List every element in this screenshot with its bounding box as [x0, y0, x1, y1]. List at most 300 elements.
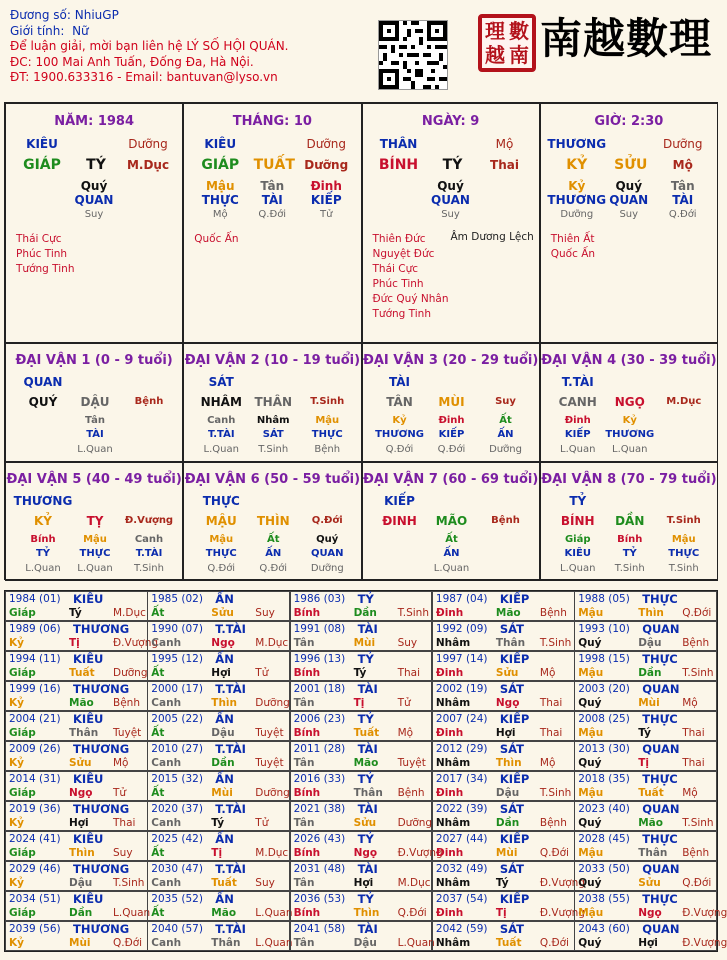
- year-label: 2003 (20): [578, 683, 630, 695]
- year-chi: Mùi: [495, 847, 518, 859]
- year-stage: L.Quan: [255, 907, 293, 919]
- dai-van-can: CANH: [558, 395, 597, 409]
- star-name: Tướng Tinh: [16, 263, 75, 275]
- year-can: Kỷ: [9, 817, 24, 829]
- year-chi: Tị: [211, 847, 223, 859]
- hidden-stage: Q.Đới: [207, 563, 236, 574]
- hidden-god: TỶ: [622, 548, 637, 559]
- hidden-stage: T.Sinh: [134, 563, 164, 574]
- star-name: Thiên Đức: [372, 233, 426, 245]
- hidden-can: Ất: [445, 534, 458, 545]
- year-cell: [290, 741, 433, 771]
- year-can: Mậu: [578, 787, 604, 799]
- year-can: Bính: [293, 727, 321, 739]
- year-can: Canh: [151, 697, 182, 709]
- hidden-god: THỰC: [311, 429, 343, 440]
- year-label: 2039 (56): [9, 923, 61, 935]
- year-can: Giáp: [9, 607, 36, 619]
- year-can: Tân: [293, 757, 315, 769]
- year-label: 2033 (50): [578, 863, 630, 875]
- year-label: 1985 (02): [151, 593, 203, 605]
- year-label: 2035 (52): [151, 893, 203, 905]
- year-cell: [290, 681, 433, 711]
- year-chi: Ngọ: [211, 637, 235, 649]
- year-cell: [147, 711, 290, 741]
- year-god: SÁT: [499, 742, 525, 756]
- year-label: 1988 (05): [578, 593, 630, 605]
- year-chi: Thìn: [211, 697, 238, 709]
- year-can: Tân: [293, 697, 315, 709]
- hidden-can: Mậu: [671, 534, 696, 545]
- year-can: Nhâm: [435, 697, 471, 709]
- hidden-can: Giáp: [564, 534, 591, 545]
- pillar-star: Dưỡng: [663, 137, 703, 151]
- dai-van-4: [540, 343, 718, 462]
- year-stage: Đ.Vượng: [682, 907, 727, 919]
- dai-van-note: T.Sinh: [310, 396, 345, 407]
- year-stage: Q.Đới: [397, 907, 427, 919]
- year-god: THỰC: [642, 892, 678, 906]
- year-label: 1989 (06): [9, 623, 61, 635]
- pillar-4: [540, 103, 718, 343]
- year-label: 1993 (10): [578, 623, 630, 635]
- year-can: Mậu: [578, 727, 604, 739]
- year-stage: T.Sinh: [682, 817, 714, 829]
- year-chi: Tý: [69, 607, 82, 619]
- year-stage: Suy: [255, 607, 275, 619]
- pillar-3: [362, 103, 540, 343]
- year-label: 2021 (38): [293, 803, 346, 815]
- year-can: Tân: [293, 817, 315, 829]
- gt-value: Nữ: [72, 23, 89, 38]
- year-can: Nhâm: [435, 757, 471, 769]
- year-cell: [574, 921, 727, 951]
- year-cell: [5, 861, 148, 891]
- year-cell: [290, 801, 433, 831]
- year-cell: [574, 591, 717, 621]
- year-label: 2027 (44): [435, 833, 488, 845]
- year-can: Ất: [151, 667, 165, 679]
- year-chi: Dậu: [353, 937, 377, 949]
- year-cell: [5, 771, 148, 801]
- hidden-god: QUAN: [431, 193, 470, 207]
- year-chi: Thân: [353, 787, 383, 799]
- pillar-can: BÍNH: [378, 157, 419, 173]
- year-god: T.TÀI: [215, 682, 246, 696]
- year-god: KIÊU: [73, 772, 104, 786]
- pillar-can: GIÁP: [23, 157, 61, 173]
- year-stage: Tử: [113, 787, 127, 799]
- year-label: 2034 (51): [9, 893, 61, 905]
- year-can: Ất: [151, 787, 165, 799]
- year-chi: Tị: [495, 907, 507, 919]
- year-chi: Tý: [211, 817, 225, 829]
- year-chi: Tuất: [69, 667, 95, 679]
- pillar-can: GIÁP: [201, 157, 240, 173]
- year-stage: Thai: [539, 697, 563, 709]
- dai-van-top-god: SÁT: [208, 375, 234, 389]
- year-can: Tân: [293, 937, 315, 949]
- year-god: QUAN: [642, 802, 680, 816]
- hidden-stage: L.Quan: [203, 444, 239, 455]
- year-can: Kỷ: [9, 697, 24, 709]
- dai-van-title: ĐẠI VẬN 8 (70 - 79 tuổi): [541, 472, 717, 487]
- year-stage: Dưỡng: [397, 817, 433, 829]
- year-can: Mậu: [578, 907, 604, 919]
- year-label: 1987 (04): [435, 593, 488, 605]
- year-stage: Mộ: [682, 697, 698, 709]
- year-stage: Tử: [255, 817, 269, 829]
- dai-van-note: M.Dục: [666, 396, 702, 407]
- year-god: QUAN: [642, 862, 680, 876]
- hidden-god: ẤN: [265, 548, 282, 559]
- year-chi: Tuất: [353, 727, 380, 739]
- hidden-can: Đinh: [310, 179, 342, 193]
- year-label: 2015 (32): [151, 773, 203, 785]
- year-label: 1991 (08): [293, 623, 346, 635]
- year-god: ẤN: [215, 592, 234, 606]
- year-god: THỰC: [642, 772, 678, 786]
- year-can: Canh: [151, 817, 182, 829]
- chart-grid: [4, 102, 718, 580]
- hidden-can: Đinh: [564, 415, 591, 426]
- hidden-god: THỰC: [205, 548, 237, 559]
- pillar-chi-note: Dưỡng: [304, 158, 349, 172]
- year-chi: Tị: [638, 757, 649, 769]
- year-label: 1984 (01): [9, 593, 61, 605]
- year-can: Giáp: [9, 787, 36, 799]
- year-chi: Dần: [638, 667, 662, 679]
- year-can: Giáp: [9, 727, 36, 739]
- hidden-stage: Mộ: [212, 209, 228, 220]
- year-chi: Mùi: [353, 637, 376, 649]
- pillar-can: KỶ: [566, 157, 588, 173]
- year-chi: Thìn: [69, 847, 95, 859]
- year-god: THỰC: [642, 832, 678, 846]
- year-stage: Suy: [113, 847, 133, 859]
- hidden-stage: Dưỡng: [560, 209, 594, 220]
- hidden-can: Đinh: [438, 415, 465, 426]
- year-cell: [432, 711, 575, 741]
- dai-van-title: ĐẠI VẬN 4 (30 - 39 tuổi): [541, 353, 717, 368]
- year-chi: Sửu: [211, 607, 234, 619]
- year-stage: Đ.Vượng: [682, 937, 727, 949]
- year-stage: Bệnh: [539, 607, 567, 619]
- dai-van-top-god: KIẾP: [384, 494, 415, 508]
- year-cell: [574, 801, 717, 831]
- year-chi: Ngọ: [638, 907, 662, 919]
- year-can: Bính: [293, 667, 321, 679]
- year-stage: Q.Đới: [539, 937, 569, 949]
- contact-line: Để luận giải, mời bạn liên hệ LÝ SỐ HỘI QUÁN.: [10, 39, 289, 53]
- year-label: 1998 (15): [578, 653, 630, 665]
- year-chi: Thìn: [495, 757, 522, 769]
- year-god: TÀI: [357, 862, 378, 876]
- year-label: 2030 (47): [151, 863, 203, 875]
- hidden-god: TỶ: [35, 548, 51, 559]
- year-god: KIẾP: [499, 772, 530, 786]
- year-chi: Thân: [69, 727, 99, 739]
- hidden-god: THƯƠNG: [547, 193, 607, 207]
- year-chi: Ngọ: [69, 787, 93, 799]
- year-chi: Hợi: [495, 727, 516, 739]
- year-chi: Dậu: [638, 637, 662, 649]
- dai-van-7: [362, 462, 540, 581]
- dai-van-top-god: TÀI: [388, 375, 410, 389]
- year-can: Quý: [578, 637, 602, 649]
- year-god: TỶ: [357, 892, 374, 906]
- year-god: THƯƠNG: [73, 802, 130, 816]
- hidden-stage: T.Sinh: [668, 563, 699, 574]
- year-stage: L.Quan: [113, 907, 151, 919]
- year-stage: Mộ: [539, 757, 556, 769]
- star-name: Đức Quý Nhân: [372, 293, 449, 305]
- pillar-title: NĂM: 1984: [54, 114, 135, 129]
- year-god: KIẾP: [499, 652, 530, 666]
- year-god: THƯƠNG: [73, 682, 130, 696]
- dai-van-3: [362, 343, 540, 462]
- year-stage: Bệnh: [682, 637, 710, 649]
- dai-van-chi: DẬU: [80, 395, 110, 409]
- year-cell: [147, 831, 290, 861]
- year-chi: Hợi: [353, 877, 374, 889]
- star-name: Quốc Ấn: [550, 248, 596, 260]
- pillar-stars: [373, 232, 449, 322]
- year-god: TÀI: [357, 622, 378, 636]
- year-god: KIÊU: [73, 592, 104, 606]
- hidden-can: Nhâm: [256, 415, 290, 426]
- year-chi: Dần: [353, 607, 377, 619]
- year-stage: Tuyệt: [397, 757, 426, 769]
- year-cell: [574, 771, 717, 801]
- year-can: Canh: [151, 757, 182, 769]
- year-can: Ất: [151, 847, 165, 859]
- hidden-stage: Q.Đới: [259, 563, 288, 574]
- year-stage: Q.Đới: [539, 847, 569, 859]
- pillar-star: Mộ: [495, 137, 514, 151]
- year-can: Quý: [578, 757, 602, 769]
- hidden-god: THỰC: [668, 548, 700, 559]
- year-god: TỶ: [357, 772, 374, 786]
- year-chi: Thìn: [638, 607, 664, 619]
- year-stage: Tuyệt: [255, 757, 284, 769]
- year-chi: Dần: [495, 817, 520, 829]
- year-label: 2032 (49): [435, 863, 488, 875]
- year-stage: Bệnh: [113, 697, 140, 709]
- year-chi: Tuất: [638, 787, 664, 799]
- year-chi: Sửu: [638, 877, 661, 889]
- hidden-god: THƯƠNG: [375, 429, 424, 440]
- year-god: KIẾP: [499, 712, 530, 726]
- address-line: ĐC: 100 Mai Anh Tuấn, Đống Đa, Hà Nội.: [10, 54, 254, 69]
- year-stage: Mộ: [682, 787, 698, 799]
- seal-stamp: 理 數 越 南: [478, 14, 536, 72]
- pillar-chi: TUẤT: [253, 157, 295, 173]
- year-chi: Mão: [353, 757, 379, 769]
- hidden-can: Canh: [134, 534, 164, 545]
- year-label: 2017 (34): [435, 773, 488, 785]
- year-stage: Đ.Vượng: [539, 907, 585, 919]
- year-can: Kỷ: [9, 937, 24, 949]
- pillar-star: Dưỡng: [128, 137, 168, 151]
- year-can: Đinh: [435, 907, 464, 919]
- year-label: 2013 (30): [578, 743, 630, 755]
- year-cell: [432, 921, 575, 951]
- year-stage: M.Dục: [255, 637, 289, 649]
- year-chi: Dần: [211, 757, 235, 769]
- dai-van-title: ĐẠI VẬN 5 (40 - 49 tuổi): [6, 472, 182, 487]
- year-chi: Mão: [638, 817, 663, 829]
- star-name: Phúc Tinh: [372, 278, 424, 290]
- year-stage: Thai: [682, 757, 705, 769]
- hidden-god: QUAN: [311, 548, 344, 559]
- year-label: 2022 (39): [435, 803, 488, 815]
- year-cell: [574, 741, 717, 771]
- hidden-stage: Dưỡng: [310, 563, 344, 574]
- pillar-top-god: KIÊU: [26, 137, 58, 151]
- year-cell: [574, 891, 727, 921]
- year-god: THỰC: [642, 652, 678, 666]
- hidden-god: THỰC: [79, 548, 111, 559]
- year-cell: [432, 651, 575, 681]
- year-god: SÁT: [499, 862, 525, 876]
- year-label: 2010 (27): [151, 743, 203, 755]
- year-stage: T.Sinh: [113, 877, 145, 889]
- year-god: QUAN: [642, 922, 680, 936]
- year-label: 2006 (23): [293, 713, 346, 725]
- pillar-1: [5, 103, 183, 343]
- year-label: 2020 (37): [151, 803, 203, 815]
- year-cell: [5, 891, 151, 921]
- dai-van-chi: TỴ: [86, 514, 104, 528]
- year-can: Canh: [151, 877, 182, 889]
- year-cell: [5, 801, 148, 831]
- year-can: Quý: [578, 817, 602, 829]
- hidden-god: TÀI: [672, 193, 694, 207]
- star-name: Nguyệt Đức: [372, 248, 435, 260]
- year-label: 2019 (36): [9, 803, 61, 815]
- year-can: Bính: [293, 847, 321, 859]
- annual-table: [4, 590, 727, 952]
- year-god: ẤN: [215, 892, 234, 906]
- year-god: TỶ: [357, 592, 374, 606]
- year-god: T.TÀI: [215, 622, 246, 636]
- hidden-can: Quý: [316, 534, 339, 545]
- year-cell: [147, 771, 290, 801]
- hidden-stage: Dưỡng: [489, 444, 522, 455]
- pillar-title: GIỜ: 2:30: [594, 114, 664, 129]
- year-stage: Q.Đới: [682, 607, 712, 619]
- year-label: 2041 (58): [293, 923, 346, 935]
- pillar-chi-note: Thai: [490, 158, 519, 172]
- dai-van-can: BÍNH: [560, 514, 595, 528]
- hidden-stage: T.Sinh: [258, 444, 289, 455]
- pillar-stars: [551, 232, 595, 262]
- pillar-star: Dưỡng: [306, 137, 346, 151]
- year-god: QUAN: [642, 742, 680, 756]
- year-chi: Mùi: [211, 787, 233, 799]
- year-cell: [5, 681, 148, 711]
- hidden-stage: L.Quan: [560, 563, 596, 574]
- hidden-can: Mậu: [315, 415, 340, 426]
- year-god: ẤN: [215, 832, 234, 846]
- year-label: 2012 (29): [435, 743, 488, 755]
- year-cell: [574, 651, 717, 681]
- year-god: KIẾP: [499, 832, 530, 846]
- year-god: TỶ: [357, 832, 374, 846]
- year-can: Nhâm: [435, 937, 471, 949]
- year-chi: Ngọ: [353, 847, 378, 859]
- year-stage: Thai: [539, 727, 563, 739]
- year-chi: Thân: [638, 847, 668, 859]
- year-chi: Thân: [211, 937, 241, 949]
- year-cell: [290, 771, 433, 801]
- year-god: THƯƠNG: [73, 922, 130, 936]
- year-cell: [432, 591, 575, 621]
- year-label: 1995 (12): [151, 653, 203, 665]
- pillar-stars: [194, 232, 238, 247]
- brand-logo: 南越數理: [540, 14, 713, 63]
- hidden-stage: L.Quan: [560, 444, 596, 455]
- year-god: TÀI: [357, 742, 378, 756]
- hidden-god: KIẾP: [564, 429, 591, 440]
- year-can: Kỷ: [9, 757, 24, 769]
- year-label: 2026 (43): [293, 833, 346, 845]
- year-cell: [574, 711, 717, 741]
- hidden-can: Kỷ: [568, 179, 586, 193]
- year-god: SÁT: [499, 802, 525, 816]
- dai-van-title: ĐẠI VẬN 2 (10 - 19 tuổi): [184, 353, 361, 368]
- dai-van-note: Q.Đới: [311, 515, 343, 526]
- year-stage: Tuyệt: [255, 727, 284, 739]
- year-cell: [290, 891, 433, 921]
- year-stage: Suy: [255, 877, 275, 889]
- year-label: 1990 (07): [151, 623, 203, 635]
- star-name: Quốc Ấn: [194, 233, 239, 245]
- year-can: Quý: [578, 937, 602, 949]
- year-label: 2018 (35): [578, 773, 630, 785]
- year-god: SÁT: [499, 622, 525, 636]
- year-chi: Tý: [638, 727, 651, 739]
- year-god: SÁT: [499, 682, 525, 696]
- year-stage: Đ.Vượng: [113, 637, 159, 649]
- year-god: TÀI: [357, 922, 378, 936]
- year-god: TỶ: [357, 712, 374, 726]
- year-god: QUAN: [642, 622, 680, 636]
- hidden-stage: Suy: [84, 209, 104, 220]
- hidden-stage: T.Sinh: [614, 563, 645, 574]
- year-cell: [147, 651, 290, 681]
- year-stage: Bệnh: [539, 817, 567, 829]
- year-chi: Tuất: [211, 877, 237, 889]
- year-can: Mậu: [578, 667, 604, 679]
- star-name: Thiên Ất: [550, 233, 595, 245]
- hidden-stage: Q.Đới: [437, 444, 466, 455]
- year-cell: [290, 921, 433, 951]
- year-chi: Hợi: [211, 667, 231, 679]
- year-chi: Sửu: [353, 817, 377, 829]
- year-stage: T.Sinh: [682, 667, 714, 679]
- pillar-top-god: KIÊU: [204, 137, 237, 151]
- year-can: Mậu: [578, 607, 604, 619]
- year-stage: Tử: [397, 697, 411, 709]
- hidden-god: T.TÀI: [207, 429, 235, 440]
- hidden-can: Mậu: [205, 179, 235, 193]
- year-god: KIÊU: [73, 832, 104, 846]
- year-stage: Mộ: [113, 757, 129, 769]
- hidden-can: Tân: [670, 179, 695, 193]
- year-cell: [5, 831, 148, 861]
